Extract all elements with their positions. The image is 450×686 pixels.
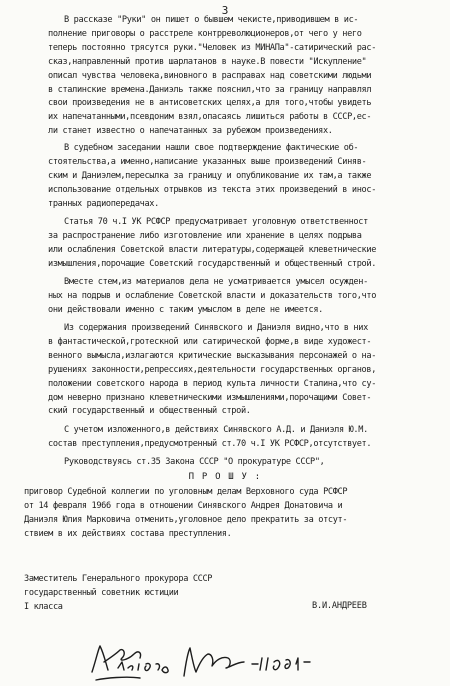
- text-line: в сталинские времена.Даниэль также пояснил,что за границу направлял: [48, 84, 372, 95]
- text-line: С учетом изложенного,в действиях Синявского А.Д. и Даниэля Ю.М.: [64, 425, 368, 435]
- handwritten-signatures: [0, 640, 450, 686]
- text-line: Статья 70 ч.I УК РСФСР предусматривает уголовную ответственност: [64, 217, 368, 227]
- paragraph-hands-story: [48, 14, 440, 139]
- request-heading: П Р О Ш У :: [188, 472, 262, 482]
- text-line: или ослабления Советской власти литературы,содержащей клеветнические: [48, 244, 377, 255]
- text-line: В судебном заседании нашли свое подтверждение фактические об-: [64, 143, 359, 153]
- text-line: Заместитель Генерального прокурора СССР: [24, 574, 213, 584]
- text-line: за распространение либо изготовление или хранение в целях подрыва: [48, 230, 362, 241]
- text-line: ский государственный и общественный строй.: [48, 406, 251, 417]
- text-line: Руководствуясь ст.35 Закона СССР "О прокуратуре СССР",: [64, 457, 325, 467]
- text-line: дом неверно признано клеветническими измышлениями,порочащими Совет-: [48, 392, 372, 403]
- text-line: положении советского народа в период культа личности Сталина,что су-: [48, 378, 377, 389]
- text-line: приговор Судебной коллегии по уголовным делам Верховного суда РСФСР: [24, 487, 348, 497]
- text-line: использование отдельных отрывков из текста этих произведений в инос-: [48, 184, 377, 195]
- text-line: от 14 февраля 1966 года в отношении Синявского Андрея Донатовича и: [24, 500, 343, 511]
- paragraph-no-intent: [48, 276, 440, 318]
- text-line: полнение приговоры о расстреле контрреволюционеров,от чего у него: [48, 28, 362, 39]
- text-line: ли станет известно о напечатанных за рубежом произведениях.: [48, 126, 333, 137]
- paragraph-article-70: [48, 216, 440, 272]
- text-line: теперь постоянно трясутся руки."Человек из МИНАПа"-сатирический рас-: [48, 42, 377, 53]
- paragraph-legal-basis: [48, 456, 440, 470]
- text-line: ных на подрыв и ослабление Советской власти и доказательств того,что: [48, 290, 377, 301]
- text-line: I класса: [24, 601, 63, 612]
- text-line: венного вымысла,излагаются критические высказывания персонажей о на-: [48, 350, 377, 361]
- signatory-name: В.И.АНДРЕЕВ: [312, 601, 367, 611]
- request-body: [24, 486, 347, 542]
- text-line: ствием в их действиях состава преступления.: [24, 528, 232, 539]
- text-line: Из содержания произведений Синявского и Даниэля видно,что в них: [64, 323, 368, 333]
- text-line: Вместе стем,из материалов дела не усматривается умысел осужден-: [64, 277, 368, 287]
- text-line: Даниэля Юлия Марковича отменить,уголовное дело прекратить за отсут-: [24, 514, 348, 525]
- text-line: сказ,направленный против шарлатанов в науке.В повести "Искупление": [48, 56, 367, 67]
- handwritten-signature-right: [184, 648, 244, 676]
- handwritten-number: [252, 658, 310, 670]
- text-line: В рассказе "Руки" он пишет о бывшем чекисте,приводившем в ис-: [64, 15, 359, 25]
- paragraph-conclusion: [48, 424, 440, 452]
- text-line: рушениях законности,репрессиях,деятельности государственных органов,: [48, 364, 377, 375]
- text-line: состав преступления,предусмотренный ст.70 ч.I УК РСФСР,отсутствует.: [48, 438, 372, 449]
- paragraph-court-findings: [48, 142, 440, 212]
- text-line: в фантастической,гротескной или сатирической форме,в виде художест-: [48, 336, 372, 347]
- text-line: они действовали именно с таким умыслом в деле не имеется.: [48, 304, 323, 315]
- text-line: транных радиопередачах.: [48, 198, 159, 209]
- text-line: ским и Даниэлем,пересылка за границу и опубликование их там,а также: [48, 170, 372, 181]
- text-line: свои произведения не в антисоветских целях,а для того,чтобы увидеть: [48, 98, 372, 109]
- handwritten-date-left: [118, 662, 168, 673]
- text-line: стоятельства,а именно,написание указанных выше произведений Синяв-: [48, 156, 367, 167]
- page-number: 3: [221, 4, 229, 17]
- text-line: их напечатанными,псевдоним взял,опасаясь лишиться работы в СССР,ес-: [48, 112, 372, 123]
- text-line: измышления,порочащие Советский государственный и общественный строй.: [48, 258, 377, 269]
- text-line: государственный советник юстиции: [24, 587, 179, 598]
- text-line: описал чувства человека,виновного в расправах над советскими людьми: [48, 70, 372, 81]
- paragraph-content-analysis: [48, 322, 440, 419]
- signatory-title: [24, 573, 212, 615]
